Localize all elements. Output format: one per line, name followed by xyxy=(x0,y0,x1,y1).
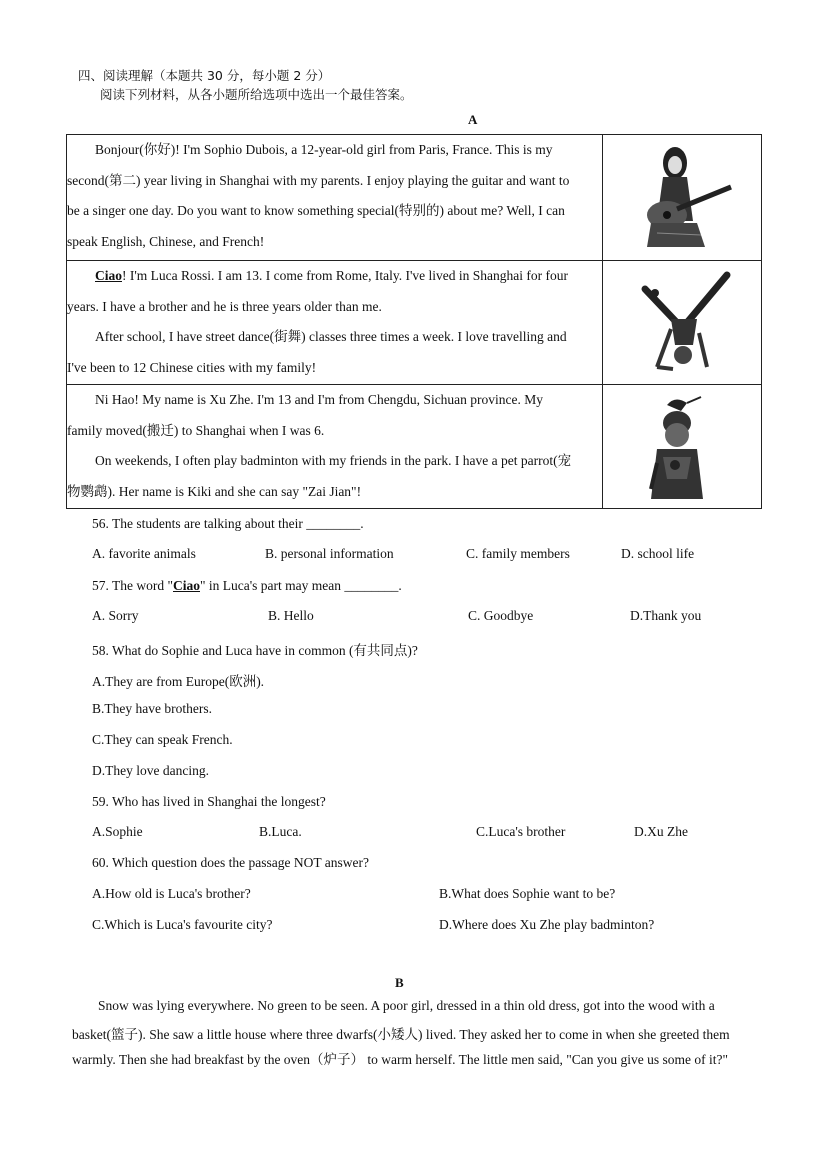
option-59-d: D.Xu Zhe xyxy=(634,824,688,839)
luca-line1-rest: ! I'm Luca Rossi. I am 13. I come from Rome, Italy. I've lived in Shanghai for four xyxy=(122,268,569,283)
option-57-d: D.Thank you xyxy=(630,608,702,623)
luca-line: After school, I have street dance(街舞) classes three times a week. I love travelling and xyxy=(95,329,567,344)
luca-image-cell xyxy=(603,261,762,385)
part-b-label: B xyxy=(395,975,404,990)
guitar-girl-illustration xyxy=(627,143,737,253)
luca-line: I've been to 12 Chinese cities with my family! xyxy=(67,359,317,375)
passage-table xyxy=(66,134,762,509)
street-dancer-illustration xyxy=(627,269,737,377)
option-56-a: A. favorite animals xyxy=(92,546,196,561)
option-56-b: B. personal information xyxy=(265,546,394,561)
xuzhe-image-cell xyxy=(603,385,762,509)
question-60: 60. Which question does the passage NOT answer? xyxy=(92,855,369,870)
section-title: 四、阅读理解（本题共 30 分，每小题 2 分） xyxy=(78,68,331,83)
luca-line xyxy=(67,261,602,292)
sophie-text xyxy=(67,135,603,261)
luca-row xyxy=(67,261,762,385)
option-59-a: A.Sophie xyxy=(92,824,143,839)
question-57 xyxy=(92,578,402,594)
part-b-line: Snow was lying everywhere. No green to be seen. A poor girl, dressed in a thin old dress, got into the wood with a xyxy=(98,998,715,1013)
option-59-c: C.Luca's brother xyxy=(476,824,566,839)
option-58-a: A.They are from Europe(欧洲). xyxy=(92,674,265,689)
option-58-c: C.They can speak French. xyxy=(92,732,233,747)
sophie-row xyxy=(67,135,762,261)
question-57-after: " in Luca's part may mean ________. xyxy=(200,578,402,593)
xuzhe-line: family moved(搬迁) to Shanghai when I was 6. xyxy=(67,422,325,438)
option-56-d: D. school life xyxy=(621,546,695,561)
option-59-b: B.Luca. xyxy=(259,824,302,839)
xuzhe-line: Ni Hao! My name is Xu Zhe. I'm 13 and I'm from Chengdu, Sichuan province. My xyxy=(95,392,544,407)
option-60-b: B.What does Sophie want to be? xyxy=(439,886,616,901)
part-b-line: basket(篮子). She saw a little house where three dwarfs(小矮人) lived. They asked her to come in when she greeted them xyxy=(72,1027,730,1042)
part-a-label: A xyxy=(468,112,478,127)
ciao-word: Ciao xyxy=(95,268,122,283)
question-56: 56. The students are talking about their ________. xyxy=(92,516,364,531)
question-57-word: Ciao xyxy=(173,578,200,593)
sophie-line: second(第二) year living in Shanghai with my parents. I enjoy playing the guitar and want to xyxy=(67,172,570,188)
xuzhe-line: 物鹦鹉). Her name is Kiki and she can say "Zai Jian"! xyxy=(67,483,362,499)
option-58-b: B.They have brothers. xyxy=(92,701,212,716)
sophie-image-cell xyxy=(603,135,762,261)
option-60-c: C.Which is Luca's favourite city? xyxy=(92,917,273,932)
question-59: 59. Who has lived in Shanghai the longest? xyxy=(92,794,326,809)
section-instruction: 阅读下列材料，从各小题所给选项中选出一个最佳答案。 xyxy=(100,87,413,102)
luca-line: years. I have a brother and he is three years older than me. xyxy=(67,298,382,314)
part-b-line: warmly. Then she had breakfast by the oven（炉子） to warm herself. The little men said, "Can you give us some of it?" xyxy=(72,1052,728,1067)
question-58: 58. What do Sophie and Luca have in common (有共同点)? xyxy=(92,643,418,658)
sophie-line: Bonjour(你好)! I'm Sophio Dubois, a 12-year-old girl from Paris, France. This is my xyxy=(95,142,553,157)
option-57-b: B. Hello xyxy=(268,608,314,623)
option-58-d: D.They love dancing. xyxy=(92,763,209,778)
xuzhe-line: On weekends, I often play badminton with my friends in the park. I have a pet parrot(宠 xyxy=(95,453,572,468)
option-60-d: D.Where does Xu Zhe play badminton? xyxy=(439,917,655,932)
sophie-line: speak English, Chinese, and French! xyxy=(67,233,265,249)
boy-with-parrot-illustration xyxy=(627,393,737,503)
xuzhe-text xyxy=(67,385,603,509)
option-56-c: C. family members xyxy=(466,546,570,561)
option-57-c: C. Goodbye xyxy=(468,608,534,623)
luca-text xyxy=(67,261,603,385)
sophie-line: be a singer one day. Do you want to know something special(特别的) about me? Well, I can xyxy=(67,203,565,218)
question-57-before: 57. The word " xyxy=(92,578,173,593)
option-57-a: A. Sorry xyxy=(92,608,139,623)
xuzhe-row xyxy=(67,385,762,509)
option-60-a: A.How old is Luca's brother? xyxy=(92,886,251,901)
